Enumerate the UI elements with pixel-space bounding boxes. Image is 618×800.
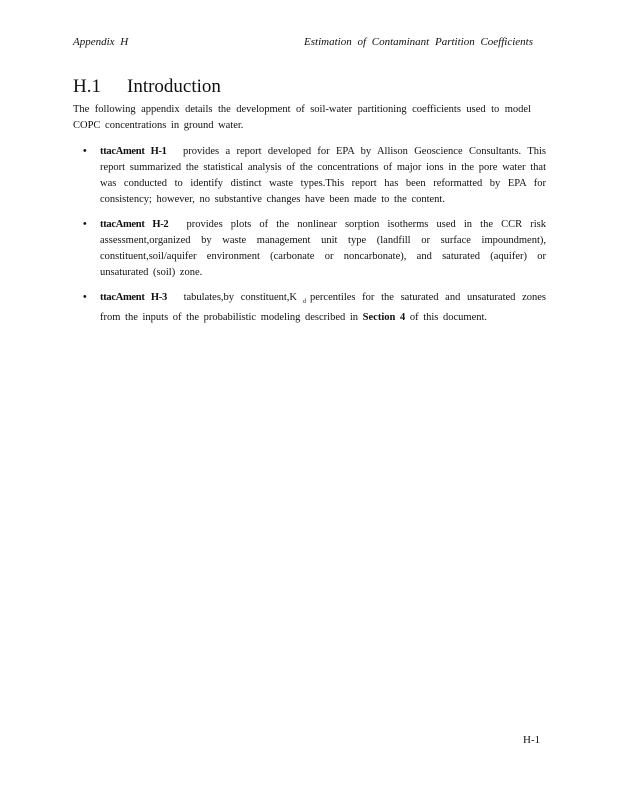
attachment-label: ttacAment H-3 [100,292,167,303]
section-title: Introduction [127,76,221,97]
section-number: H.1 [73,76,101,97]
bullet-marker: • [83,146,87,157]
attachment-label: ttacAment H-2 [100,219,169,230]
header-appendix-label: Appendix H [73,36,129,48]
running-header [73,36,533,48]
intro-paragraph: The following appendix details the development of soil-water partitioning coefficients used to model COPC concentrations in ground water. [73,104,531,131]
kd-subscript: d [303,299,307,305]
bullet-marker: • [83,292,87,303]
attachment-item-h3 [83,290,546,326]
attachment-description-end: of this document. [409,312,488,323]
attachment-description: provides plots of the nonlinear sorption isotherms used in the CCR risk assessment,organized by waste management unit type (landfill or surface impoundment), constituent,soil/aquifer environment (carbonate or noncarbonate), and saturated (aquifer) or unsaturated (soil) zone. [100,219,547,278]
attachment-description-middle: percentiles for the saturated and unsaturated zones from the inputs of the probabilistic modeling described in [100,292,546,323]
attachment-item-h1 [83,144,546,208]
header-document-title: Estimation of Contaminant Partition Coefficients [304,36,533,48]
attachment-description: provides a report developed for EPA by Allison Geoscience Consultants. This report summarized the statistical analysis of the concentrations of major ions in the pore water that was conducted to identify distinct waste types.This report has been reformatted by EPA for consistency; however, no substantive changes have been made to the content. [100,146,547,205]
section-heading [73,76,221,98]
attachment-item-h2 [83,217,546,281]
attachment-label: ttacAment H-1 [100,146,167,157]
attachment-list [83,144,546,335]
section-reference: Section 4 [362,312,406,323]
bullet-marker: • [83,219,87,230]
attachment-description-start: tabulates,by constituent,K [183,292,298,303]
page-number: H-1 [523,734,541,746]
